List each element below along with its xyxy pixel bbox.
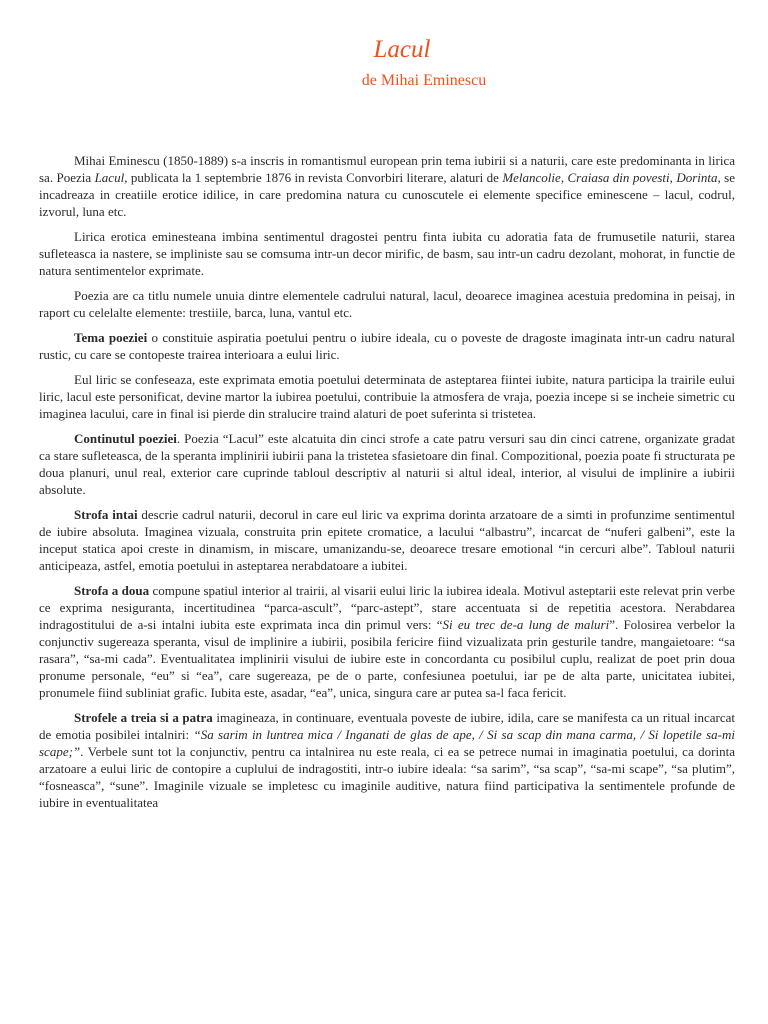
bold-heading-text: Strofa intai	[74, 507, 138, 522]
paragraph-text: compune spatiul interior al trairii, al visarii eului liric la iubirea ideala. Motivul asteptarii este relevat prin verbe ce exprima nesiguranta, incertitudinea “parca-ascult”, “parc-astept”, stare accentuata si de repetitia acestora. Nerabdarea indragostitului de a-si intalni iubita este exprimata inca din primul vers: “	[39, 583, 735, 632]
bold-heading-text: Tema poeziei	[74, 330, 148, 345]
paragraph	[39, 430, 735, 498]
paragraph-text: o constituie aspiratia poetului pentru o iubire ideala, cu o poveste de dragoste imaginata intr-un cadru natural rustic, cu care se contopeste trairea interioara a eului liric.	[39, 330, 736, 362]
paragraph	[39, 152, 735, 220]
italic-text: Melancolie	[502, 170, 561, 185]
paragraph	[39, 329, 735, 363]
document-title: Lacul	[373, 36, 431, 63]
paragraph	[39, 287, 735, 321]
italic-text: “Sa sarim in luntrea mica / Inganati de glas de ape, / Si sa scap din mana carma, / Si lopetile sa-mi scape;”	[39, 727, 735, 759]
italic-text: Craiasa din povesti	[567, 170, 670, 185]
document-subtitle: de Mihai Eminescu	[361, 72, 487, 89]
paragraph-text: ,	[669, 170, 677, 185]
document-body	[39, 152, 735, 819]
italic-text: Dorinta	[676, 170, 718, 185]
italic-text: Si eu trec de-a lung de maluri	[442, 617, 610, 632]
paragraph-text: Lirica erotica eminesteana imbina sentimentul dragostei pentru finta iubita cu adoratia fata de frumusetile naturii, starea sufleteasca ia nastere, se impliniste sau se comsuma intr-un decor mirific, de basm, sau intr-un cadru dezolant, mohorat, in functie de natura sentimentelor exprimate.	[39, 229, 735, 278]
paragraph-text: . Verbele sunt tot la conjunctiv, pentru ca intalnirea nu este reala, ci ea se petrece numai in imaginatia poetului, ca dorinta arzatoare a eului liric de contopire a cuplului de indragostiti, intr-o iubire ideala: “sa sarim”, “sa scap”, “sa-mi scape”, “sa plutim”, “fosneasca”, “sune”. Imaginile vizuale se impletesc cu imaginile auditive, natura fiind participativa la sentimentele profunde de iubire in eventualitatea	[39, 744, 735, 810]
paragraph	[39, 371, 735, 422]
paragraph-text: Eul liric se confeseaza, este exprimata emotia poetului determinata de asteptarea fiintei iubite, natura participa la trairile eului liric, lacul este personificat, devine martor la iubirea poetului, contribuie la atmosfera de vraja, poezia incepe si se incheie simetric cu imaginea lacului, care in final isi pierde din stralucire traind alaturi de poet suferinta si tristetea.	[39, 372, 735, 421]
paragraph-text: descrie cadrul naturii, decorul in care eul liric va exprima dorinta arzatoare de a simti in profunzime sentimentul de iubire absoluta. Imaginea vizuala, construita prin epitete cromatice, a lacului “albastru”, incarcat de “nuferi galbeni”, este la inceput statica apoi creste in dinamism, in miscare, umanizandu-se, deoarece tresare emotional “in cercuri albe”. Tabloul naturii anticipeaza, astfel, emotia poetului in asteptarea nerabdatoare a iubitei.	[39, 507, 735, 573]
paragraph-text: ,	[560, 170, 568, 185]
bold-heading-text: Strofele a treia si a patra	[74, 710, 213, 725]
paragraph	[39, 506, 735, 574]
paragraph	[39, 228, 735, 279]
bold-heading-text: Strofa a doua	[74, 583, 150, 598]
paragraph-text: , se incadreaza in creatiile erotice idilice, in care predomina natura cu cunoscutele ei elemente specifice eminescene – lacul, codrul, izvorul, luna etc.	[39, 170, 735, 219]
paragraph-text: . Poezia “Lacul” este alcatuita din cinci strofe a cate patru versuri sau din cinci catrene, organizate gradat ca stare sufleteasca, de la speranta implinirii iubirii pana la tristetea sfasietoare din final. Compozitional, poezia poate fi structurata pe doua planuri, unul real, exterior care cuprinde tabloul descriptiv al naturii si altul ideal, interior, al visului de implinire a iubirii absolute.	[39, 431, 735, 497]
paragraph-text: ”. Folosirea verbelor la conjunctiv sugereaza speranta, visul de implinire a iubirii, posibila fericire fiind vizualizata prin gesturile tandre, mangaietoare: “sa rasara”, “sa-mi cada”. Eventualitatea implinirii visului de iubire este in concordanta cu posibilul cuplu, realizat de poet prin doua pronume personale, “eu” si “ea”, care sugereaza, pe de o parte, confesiunea poetului, iar pe de alta parte, unicitatea iubitei, pronumele fiind subliniat grafic. Iubita este, asadar, “ea”, unica, singura care ar putea sa-l faca fericit.	[39, 617, 735, 700]
paragraph	[39, 709, 735, 811]
paragraph	[39, 582, 735, 701]
paragraph-text: Poezia are ca titlu numele unuia dintre elementele cadrului natural, lacul, deoarece imaginea acestuia predomina in peisaj, in raport cu celelalte elemente: trestiile, barca, luna, vantul etc.	[39, 288, 735, 320]
paragraph-text: imagineaza, in continuare, eventuala poveste de iubire, idila, care se manifesta ca un ritual incarcat de emotia posibilei intalniri:	[39, 710, 735, 742]
italic-text: Lacul	[94, 170, 125, 185]
paragraph-text: Mihai Eminescu (1850-1889) s-a inscris in romantismul european prin tema iubirii si a naturii, care este predominanta in lirica sa. Poezia	[39, 153, 735, 185]
paragraph-text: , publicata la 1 septembrie 1876 in revista Convorbiri literare, alaturi de	[124, 170, 503, 185]
bold-heading-text: Continutul poeziei	[74, 431, 177, 446]
